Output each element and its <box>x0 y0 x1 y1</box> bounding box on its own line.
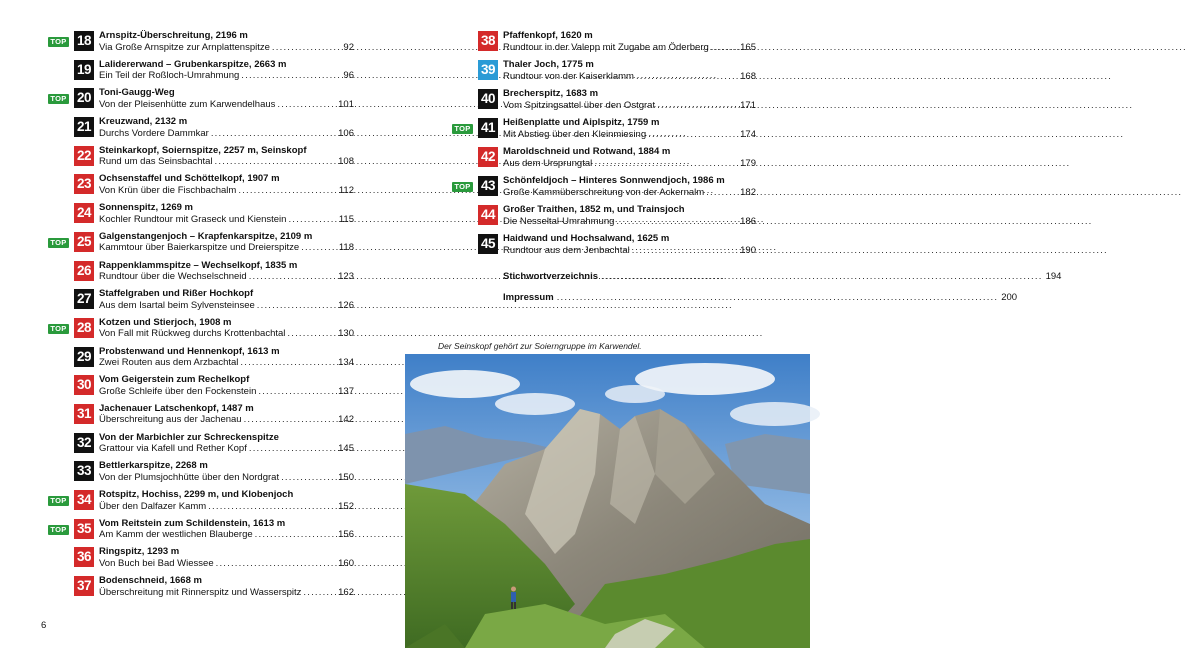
tour-number: 19 <box>74 60 94 80</box>
leader-dots <box>208 501 336 513</box>
tour-description: Von Fall mit Rückweg durchs Krottenbachtal <box>99 328 286 340</box>
leader-dots <box>272 42 342 54</box>
leader-dots <box>632 245 738 257</box>
tour-subtitle-line <box>503 216 756 228</box>
tour-text <box>503 204 756 227</box>
tour-description: Überschreitung aus der Jachenau <box>99 414 242 426</box>
tour-page: 165 <box>740 41 756 53</box>
leader-dots <box>240 357 336 369</box>
tour-entry[interactable] <box>44 429 354 458</box>
leader-dots <box>706 187 738 199</box>
tour-title: Schönfeldjoch – Hinteres Sonnwendjoch, 1986 m <box>503 175 725 186</box>
tour-page: 112 <box>338 184 354 196</box>
leader-dots <box>258 386 336 398</box>
tour-entry[interactable] <box>44 572 354 601</box>
tour-subtitle-line <box>99 357 354 369</box>
tour-page: 190 <box>740 244 756 256</box>
tour-number: 34 <box>74 490 94 510</box>
tour-number: 45 <box>478 234 498 254</box>
leader-dots <box>211 128 336 140</box>
tour-number: 44 <box>478 205 498 225</box>
leader-dots <box>301 242 337 254</box>
tour-title: Thaler Joch, 1775 m <box>503 59 594 70</box>
tour-subtitle-line <box>503 129 756 141</box>
tour-number: 38 <box>478 31 498 51</box>
tour-text <box>99 231 354 254</box>
tour-number: 23 <box>74 174 94 194</box>
tour-entry[interactable] <box>44 84 354 113</box>
leader-dots <box>241 70 341 82</box>
tour-subtitle-line <box>99 300 354 312</box>
tour-page: 150 <box>338 471 354 483</box>
tour-title: Jachenauer Latschenkopf, 1487 m <box>99 402 254 414</box>
tour-number: 27 <box>74 289 94 309</box>
tour-text <box>503 175 756 198</box>
tour-text <box>99 489 354 512</box>
tour-number: 20 <box>74 88 94 108</box>
tour-number: 28 <box>74 318 94 338</box>
tour-number: 31 <box>74 404 94 424</box>
tour-subtitle-line <box>99 214 354 226</box>
top-badge: TOP <box>48 37 69 47</box>
tour-entry[interactable] <box>452 114 756 143</box>
tour-page: 130 <box>338 328 354 340</box>
leader-dots <box>594 158 738 170</box>
tour-entry[interactable] <box>452 230 756 259</box>
tour-entry[interactable] <box>44 314 354 343</box>
tour-text <box>99 518 354 541</box>
leader-dots <box>636 71 738 83</box>
tour-text <box>503 88 756 111</box>
tour-description: Aus dem Ursprungtal <box>503 157 593 169</box>
tour-title: Ochsenstaffel und Schöttelkopf, 1907 m <box>99 173 280 185</box>
imprint-page: 200 <box>1001 292 1018 303</box>
tour-title: Steinkarkopf, Soiernspitze, 2257 m, Seinskopf <box>99 144 307 156</box>
tour-number: 36 <box>74 547 94 567</box>
tour-description: Kammtour über Baierkarspitze und Dreierspitze <box>99 242 300 254</box>
tour-description: Rundtour aus dem Jenbachtal <box>503 244 630 256</box>
tour-subtitle-line <box>503 100 756 112</box>
tour-description: Rundtour von der Kaiserklamm <box>503 70 634 82</box>
tour-subtitle-line <box>503 71 756 83</box>
tour-entry[interactable] <box>452 85 756 114</box>
tour-page: 142 <box>338 414 354 426</box>
tour-text <box>99 432 354 455</box>
tour-page: 123 <box>338 271 354 282</box>
leader-dots <box>216 558 337 570</box>
tour-title: Probstenwand und Hennenkopf, 1613 m <box>99 345 280 357</box>
tour-title: Arnspitz-Überschreitung, 2196 m <box>99 30 248 41</box>
tour-text <box>99 546 354 569</box>
tour-title: Haidwand und Hochsalwand, 1625 m <box>503 233 670 244</box>
leader-dots <box>249 443 336 455</box>
tour-entry[interactable] <box>452 201 756 230</box>
leader-dots <box>303 587 336 599</box>
tour-subtitle-line <box>503 245 756 257</box>
mountain-photo <box>405 354 810 648</box>
tour-entry[interactable] <box>44 56 354 85</box>
tour-description: Rundtour in der Valepp mit Zugabe am Öderberg <box>503 41 709 53</box>
tour-description: Vom Spitzingsattel über den Ostgrat <box>503 99 656 111</box>
tour-page: 156 <box>338 529 354 541</box>
tour-page: 106 <box>338 127 354 139</box>
tour-title: Brecherspitz, 1683 m <box>503 88 599 99</box>
tour-page: 160 <box>338 557 354 569</box>
tour-subtitle-line <box>99 42 354 54</box>
tour-title: Kreuzwand, 2132 m <box>99 116 188 128</box>
tour-text <box>99 317 354 340</box>
tour-description: Zwei Routen aus dem Arzbachtal <box>99 357 239 369</box>
tour-page: 174 <box>740 128 756 140</box>
tour-page: 186 <box>740 215 756 227</box>
tour-text <box>99 346 354 369</box>
tour-entry[interactable] <box>44 199 354 228</box>
tour-description: Rund um das Seinsbachtal <box>99 156 213 168</box>
leader-dots <box>277 99 336 111</box>
tour-page: 168 <box>740 70 756 82</box>
leader-dots <box>281 472 336 484</box>
tour-page: 118 <box>338 242 354 254</box>
tour-description: Über den Dalfazer Kamm <box>99 500 207 512</box>
tour-number: 29 <box>74 347 94 367</box>
leader-dots <box>601 271 1043 282</box>
tour-number: 21 <box>74 117 94 137</box>
tour-title: Kotzen und Stierjoch, 1908 m <box>99 316 232 328</box>
tour-page: 108 <box>338 156 354 168</box>
tour-entry[interactable] <box>452 143 756 172</box>
tour-subtitle-line <box>99 501 354 513</box>
tour-entry[interactable] <box>44 285 354 314</box>
tour-page: 182 <box>740 186 756 198</box>
tour-title: Vom Geigerstein zum Rechelkopf <box>99 374 250 386</box>
top-badge: TOP <box>452 124 473 134</box>
tour-entry[interactable] <box>44 27 354 56</box>
leader-dots <box>257 300 336 312</box>
tour-description: Überschreitung mit Rinnerspitz und Wasserspitz <box>99 586 302 598</box>
tour-title: Galgenstangenjoch – Krapfenkarspitze, 2109 m <box>99 230 313 242</box>
tour-page: 162 <box>338 586 354 598</box>
tour-text <box>503 233 756 256</box>
tour-page: 96 <box>343 70 354 82</box>
tour-page: 92 <box>343 41 354 53</box>
tour-entry[interactable] <box>44 400 354 429</box>
tour-text <box>99 403 354 426</box>
leader-dots <box>215 156 337 168</box>
tour-title: Rotspitz, Hochiss, 2299 m, und Klobenjoch <box>99 489 294 500</box>
tour-subtitle-line <box>503 42 756 54</box>
tour-entry[interactable] <box>44 257 354 286</box>
tour-number: 32 <box>74 433 94 453</box>
tour-entry[interactable] <box>44 543 354 572</box>
tour-description: Von Krün über die Fischbachalm <box>99 184 237 196</box>
tour-entry[interactable] <box>44 515 354 544</box>
top-badge: TOP <box>48 496 69 506</box>
tour-description: Kochler Rundtour mit Graseck und Kienstein <box>99 213 287 225</box>
imprint-label: Impressum <box>503 292 554 303</box>
leader-dots <box>648 129 738 141</box>
tour-title: Heißenplatte und Aiplspitz, 1759 m <box>503 117 660 128</box>
tour-text <box>99 30 354 53</box>
tour-entry[interactable] <box>44 142 354 171</box>
index-entry[interactable] <box>503 271 1062 282</box>
tour-entry[interactable] <box>44 457 354 486</box>
leader-dots <box>288 214 336 226</box>
tour-description: Aus dem Isartal beim Sylvensteinsee <box>99 299 255 311</box>
tour-subtitle-line <box>99 472 354 484</box>
tour-page: 126 <box>338 299 354 311</box>
top-badge: TOP <box>48 94 69 104</box>
tour-subtitle-line <box>99 99 354 111</box>
photo-caption: Der Seinskopf gehört zur Soierngruppe im Karwendel. <box>438 341 642 351</box>
tour-entry[interactable] <box>44 371 354 400</box>
tour-entry[interactable] <box>44 113 354 142</box>
tour-number: 35 <box>74 519 94 539</box>
tour-page: 137 <box>338 385 354 397</box>
tour-description: Von der Plumsjochhütte über den Nordgrat <box>99 471 280 483</box>
leader-dots <box>255 529 336 541</box>
tour-page: 152 <box>338 500 354 512</box>
tour-entry[interactable] <box>452 27 756 56</box>
index-label: Stichwortverzeichnis <box>503 271 599 282</box>
tour-page: 134 <box>338 357 354 369</box>
top-badge: TOP <box>48 238 69 248</box>
tour-subtitle-line <box>99 558 354 570</box>
tour-number: 26 <box>74 261 94 281</box>
tour-entry[interactable] <box>44 228 354 257</box>
tour-text <box>99 202 354 225</box>
tour-subtitle-line <box>99 587 354 599</box>
tour-number: 37 <box>74 576 94 596</box>
tour-entry[interactable] <box>452 172 756 201</box>
tour-title: Pfaffenkopf, 1620 m <box>503 30 593 41</box>
top-badge: TOP <box>48 525 69 535</box>
tour-title: Bodenschneid, 1668 m <box>99 575 202 587</box>
tour-description: Mit Abstieg über den Kleinmiesing <box>503 128 647 140</box>
index-page: 194 <box>1045 271 1062 282</box>
tour-title: Ringspitz, 1293 m <box>99 546 180 558</box>
tour-entry[interactable] <box>44 486 354 515</box>
tour-subtitle-line <box>99 529 354 541</box>
tour-text <box>99 87 354 110</box>
tour-entry[interactable] <box>452 56 756 85</box>
tour-text <box>503 146 756 169</box>
tour-subtitle-line <box>99 156 354 168</box>
tour-page: 101 <box>338 98 354 110</box>
tour-text <box>503 59 756 82</box>
tour-title: Von der Marbichler zur Schreckenspitze <box>99 431 279 443</box>
tour-description: Die Nesseltal-Umrahmung <box>503 215 615 227</box>
tour-description: Ein Teil der Roßloch-Umrahmung <box>99 70 240 82</box>
tour-text <box>99 374 354 397</box>
tour-title: Staffelgraben und Rißer Hochkopf <box>99 288 254 300</box>
tour-text <box>99 116 354 139</box>
tour-subtitle-line <box>99 128 354 140</box>
page-number: 6 <box>41 620 47 631</box>
tour-subtitle-line <box>99 242 354 254</box>
tour-entry[interactable] <box>44 170 354 199</box>
tour-text <box>99 260 354 283</box>
tour-title: Großer Traithen, 1852 m, und Trainsjoch <box>503 204 685 215</box>
tour-entry[interactable] <box>44 343 354 372</box>
leader-dots <box>287 328 336 340</box>
leader-dots <box>238 185 337 197</box>
tour-number: 43 <box>478 176 498 196</box>
tour-subtitle-line <box>99 386 354 398</box>
tour-description: Rundtour über die Wechselschneid <box>99 271 247 282</box>
top-badge: TOP <box>48 324 69 334</box>
tour-title: Maroldschneid und Rotwand, 1884 m <box>503 146 671 157</box>
tour-number: 18 <box>74 31 94 51</box>
tour-description: Große Schleife über den Fockenstein <box>99 385 257 397</box>
tour-text <box>503 30 756 53</box>
tour-page: 171 <box>740 99 756 111</box>
tour-description: Durchs Vordere Dammkar <box>99 127 209 139</box>
tour-subtitle-line <box>99 328 354 340</box>
tour-description: Von der Pleisenhütte zum Karwendelhaus <box>99 98 276 110</box>
tour-subtitle-line <box>99 185 354 197</box>
tour-text <box>99 173 354 196</box>
leader-dots <box>711 42 738 54</box>
tour-subtitle-line <box>99 70 354 82</box>
tour-page: 115 <box>338 213 354 225</box>
tour-text <box>99 460 354 483</box>
leader-dots <box>249 271 336 283</box>
leader-dots <box>244 414 337 426</box>
tour-text <box>99 145 354 168</box>
tour-subtitle-line <box>99 414 354 426</box>
tour-number: 22 <box>74 146 94 166</box>
tour-title: Toni-Gaugg-Weg <box>99 87 175 99</box>
tour-text <box>99 288 354 311</box>
tour-text <box>99 59 354 82</box>
tour-title: Vom Reitstein zum Schildenstein, 1613 m <box>99 517 286 529</box>
tour-title: Sonnenspitz, 1269 m <box>99 202 193 214</box>
tour-number: 24 <box>74 203 94 223</box>
tour-number: 25 <box>74 232 94 252</box>
tour-description: Via Große Arnspitze zur Arnplattenspitze <box>99 41 270 53</box>
leader-dots <box>657 100 738 112</box>
tour-number: 41 <box>478 118 498 138</box>
tour-number: 39 <box>478 60 498 80</box>
tour-title: Rappenklammspitze – Wechselkopf, 1835 m <box>99 259 298 271</box>
tour-list-right <box>452 27 756 259</box>
tour-subtitle-line <box>503 158 756 170</box>
tour-number: 40 <box>478 89 498 109</box>
tour-page: 145 <box>338 443 354 455</box>
tour-title: Lalidererwand – Grubenkarspitze, 2663 m <box>99 58 287 70</box>
tour-description: Von Buch bei Bad Wiessee <box>99 557 214 569</box>
tour-description: Grattour via Kafell und Rether Kopf <box>99 443 247 455</box>
tour-number: 30 <box>74 375 94 395</box>
leader-dots <box>557 292 999 303</box>
tour-text <box>503 117 756 140</box>
leader-dots <box>616 216 738 228</box>
tour-number: 42 <box>478 147 498 167</box>
tour-title: Bettlerkarspitze, 2268 m <box>99 460 208 472</box>
top-badge: TOP <box>452 182 473 192</box>
tour-list-left <box>44 27 354 601</box>
tour-subtitle-line <box>99 271 354 283</box>
tour-text <box>99 575 354 598</box>
tour-number: 33 <box>74 461 94 481</box>
imprint-entry[interactable] <box>503 292 1018 303</box>
tour-page: 179 <box>740 157 756 169</box>
tour-subtitle-line <box>99 443 354 455</box>
tour-subtitle-line <box>503 187 756 199</box>
tour-description: Am Kamm der westlichen Blauberge <box>99 529 253 541</box>
tour-description: Große Kammüberschreitung von der Ackernalm <box>503 186 705 198</box>
